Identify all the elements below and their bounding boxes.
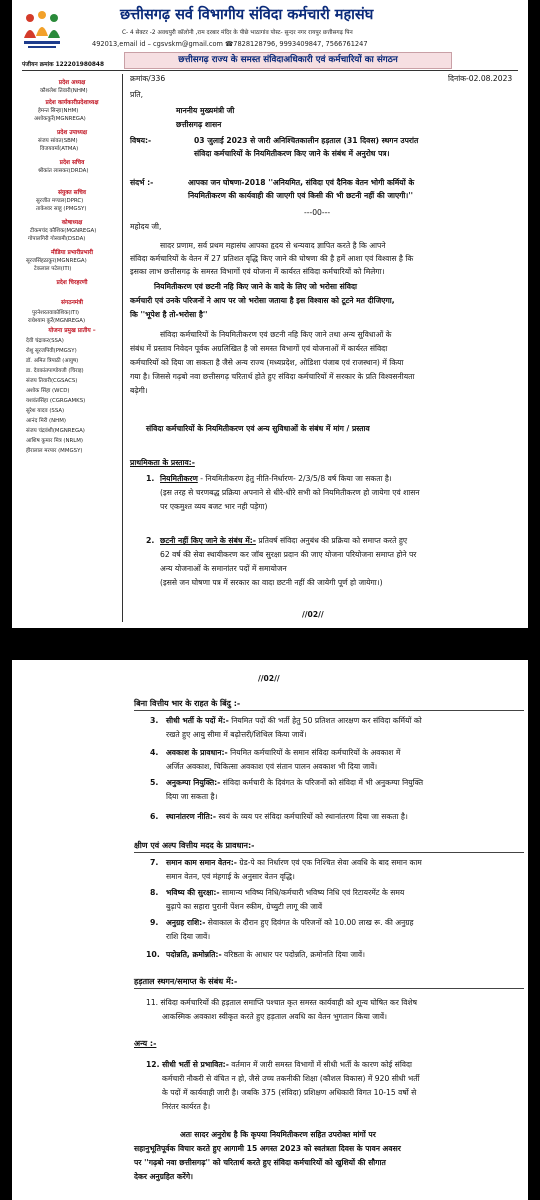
item-7-line: ग्रेड-पे का निर्धारण एवं एक निश्चित सेवा अवधि के बाद समान काम xyxy=(236,858,422,867)
item-5-label: अनुकम्पा नियुक्ति:- xyxy=(166,778,221,787)
closing-line: देकर अनुग्रहित करेंगे। xyxy=(134,1172,193,1181)
sidebar-member: पुरनेशरतवाकोशिक(ITI) xyxy=(32,310,80,316)
item-number: 2. xyxy=(146,536,155,545)
section-rule xyxy=(134,852,524,853)
sidebar-member: गोपालगिरी गोस्वामी(DSDA) xyxy=(28,236,86,242)
item-6-text xyxy=(166,812,408,822)
item-11-line: 11. संविदा कर्मचारियों की हड़ताल समाप्ति पश्चात कृत समस्त कार्यवाही को शून्य घोषित कर विशेष xyxy=(146,998,417,1007)
item-number: 9. xyxy=(150,918,159,927)
sidebar-member: आनंद मिरी (NHM) xyxy=(26,418,66,424)
item-6-line: स्वयं के व्यय पर संविदा कर्मचारियों को स्थानांतरण दिया जा सकता है। xyxy=(216,812,408,821)
recipient-prefix: प्रति, xyxy=(130,90,144,99)
demands-heading: संविदा कर्मचारियों के नियमितीकरण एवं अन्य सुविधाओं के संबंध में मांग / प्रस्ताव xyxy=(146,424,370,433)
sidebar-section-title: प्रदेश उपाध्यक्ष xyxy=(56,130,87,136)
letterhead-address: C- 4 सेक्टर -2 अवधपुरी कॉलोनी ,राम दरबार मंदिर के पीछे भाठागांव पोस्ट- सुन्दर नगर रायपुर छत्तीसगढ़ पिन xyxy=(122,30,353,36)
sidebar-section-title: संगठनमंत्री xyxy=(61,300,83,306)
sidebar-section-title: प्रदेश चिरहरणी xyxy=(56,280,88,286)
item-1-label: नियमितीकरण xyxy=(160,474,198,483)
paragraph-line: संविदा कर्मचारियों के नियमितीकरण एवं छटनी नहि किए जाने तथा अन्य सुविधाओं के xyxy=(160,330,392,339)
recipient-name: माननीय मुख्यमंत्री जी xyxy=(176,106,235,115)
item-9-line: सेवाकाल के दौरान हुए दिवंगत के परिजनों को 10.00 लाख रू. की अनुग्रह xyxy=(205,918,414,927)
paragraph-line: नियमितीकरण एवं छटनी नहि किए जाने के वादे के लिए जो भरोसा संविदा xyxy=(154,282,357,291)
paragraph-line: सादर प्रणाम, सर्व प्रथम महासंघ आपका हृदय से धन्यवाद ज्ञापित करते है कि आपने xyxy=(160,241,386,250)
item-5-text xyxy=(166,778,423,788)
item-12-label: 12. सीधी भर्ती से प्रभावित:- xyxy=(146,1060,229,1069)
reference-line: नियमितीकरण की कार्यवाही की जाएगी एवं किसी की भी छटनी नहीं की जाएगी।'' xyxy=(188,191,413,200)
section-rule xyxy=(134,710,524,711)
paragraph-line: कि ''भूपेश है तो-भरोसा है'' xyxy=(130,310,208,319)
item-3-text xyxy=(166,716,422,726)
paragraph-line: संबंध में प्रस्ताव निवेदन पूर्वक अग्रलिखित है जो समस्त विभागों एवं योजनाओं में कार्यरत संविदा xyxy=(130,344,388,353)
item-4-line: नियमित कर्मचारियों के समान संविदा कर्मचारियों के अवकाश में xyxy=(227,748,401,757)
sidebar-member: कौशलेश तिवारी(NHM) xyxy=(40,88,88,94)
closing-line: अतः सादर अनुरोध है कि कृपया नियमितीकरण सहित उपरोक्त मांगों पर xyxy=(180,1130,376,1139)
reference-line: आपका जन घोषणा-2018 ''अनियमित, संविदा एवं दैनिक वेतन भोगी कर्मियों के xyxy=(188,178,415,187)
item-number: 1. xyxy=(146,474,155,483)
page-marker: //02// xyxy=(258,674,280,683)
sidebar-member: संजय चंद्रवंशी(MGNREGA) xyxy=(26,428,85,434)
sidebar-member: सूरजसिंहठाकुर(MGNREGA) xyxy=(26,258,87,264)
item-9-text xyxy=(166,918,414,928)
sidebar-section-title: प्रदेश सचिव xyxy=(59,160,85,166)
item-11-line: आकस्मिक अवकाश स्वीकृत करते हुए हड़ताल अवधि का वेतन भुगतान किया जावें। xyxy=(162,1012,387,1021)
item-number: 6. xyxy=(150,812,159,821)
letter-page-1 xyxy=(12,0,528,628)
section-heading: क्षीण एवं अल्प वित्तीय मदद के प्रावधान:- xyxy=(134,841,255,850)
item-6-label: स्थानांतरण नीति:- xyxy=(166,812,217,821)
sidebar-member: टीकमचंद कौशिक(MGNREGA) xyxy=(30,228,97,234)
sidebar-member: यशवंतसिंहा (CGRGAMKS) xyxy=(26,398,86,404)
item-4-text xyxy=(166,748,400,758)
sidebar-member: अशोक सिंहा (WCD) xyxy=(26,388,70,394)
item-number: 5. xyxy=(150,778,159,787)
organization-logo-icon xyxy=(20,8,64,56)
sidebar-section-title: मीडिया प्रभारीप्रभारी xyxy=(51,250,93,256)
sidebar-member: विजयवर्मा(ATMA) xyxy=(40,146,79,152)
sidebar-section-title: योजना प्रमुख प्रातीय – xyxy=(48,328,96,334)
item-number: 7. xyxy=(150,858,159,867)
closing-line: पर ''गढ़बो नवा छत्तीसगढ़'' को चरितार्थ करते हुए संविदा कर्मचारियों को खुशियों की सौगात xyxy=(134,1158,386,1167)
item-8-text xyxy=(166,888,404,898)
item-3-line: रखते हुए आयु सीमा में बढ़ोत्तरी/शिथिल किया जावें। xyxy=(166,730,307,739)
sidebar-member: संजय सांवत(SBM) xyxy=(38,138,78,144)
paragraph-line: कर्मचारी एवं उनके परिजनों ने आप पर जो भरोसा जताया है इस विश्वास को टूटने मत दीजिएगा, xyxy=(130,296,395,305)
reference-label: संदर्भ :- xyxy=(130,178,154,187)
item-9-label: अनुग्रह राशि:- xyxy=(166,918,206,927)
section-rule xyxy=(134,988,524,989)
letterhead-divider xyxy=(22,70,518,71)
item-2-line: (इससे जन घोषणा पत्र में सरकार का वादा छटनी नहीं की जायेगी पूर्ण हो जायेगा।) xyxy=(160,578,383,587)
sidebar-member: हीरालाल मरपार (MMGSY) xyxy=(26,448,83,454)
priority-heading: प्राथमिकता के प्रस्ताव:- xyxy=(130,458,195,467)
paragraph-line: बढ़ेगी। xyxy=(130,386,148,395)
paragraph-line: गया है। जिससे गढ़बो नवा छत्तीसगढ़ चरितार्थ होते हुए संविदा कर्मचारियों में सरकार के प्रति विश्वसनीयता xyxy=(130,372,415,381)
item-8-label: भविष्य की सुरक्षा:- xyxy=(166,888,220,897)
item-2-text xyxy=(160,536,407,546)
item-5-line: दिया जा सकता है। xyxy=(166,792,218,801)
item-number: 8. xyxy=(150,888,159,897)
sidebar-member: डा. देवकांतपाण्डेयजी (चिराइ) xyxy=(26,368,84,374)
recipient-office: छत्तीसगढ़ शासन xyxy=(176,120,222,129)
item-12-line: के पदों में कार्यवाही जारी है। जबकि 375 (संविदा) प्रशिक्षण अधिकारी विगत 10-15 वर्षो से xyxy=(162,1088,417,1097)
item-7-text xyxy=(166,858,422,868)
item-2-line: अन्य योजनाओं के समानांतर पदों में समायोजन xyxy=(160,564,287,573)
sidebar-member: ताकेश्वर साहू (PMGSY) xyxy=(36,206,87,212)
letter-date: दिनांक-02.08.2023 xyxy=(448,74,513,83)
item-4-label: अवकाश के प्रावधान:- xyxy=(166,748,228,757)
sidebar-member: देवी चंद्राकर(SSA) xyxy=(26,338,64,344)
item-number: 10. xyxy=(146,950,160,959)
letterhead-contact: 492013,email id – cgsvskm@gmail.com ☎7828128796, 9993409847, 7566761247 xyxy=(92,40,368,48)
section-heading: बिना वित्तीय भार के राहत के बिंदु :- xyxy=(134,699,241,708)
item-number: 4. xyxy=(150,748,159,757)
sidebar-member: संजय तिवारी(CGSACS) xyxy=(26,378,78,384)
item-10-text xyxy=(166,950,365,960)
sidebar-member: अशोककुर्रे(MGNREGA) xyxy=(34,116,86,122)
closing-line: सहानुभूतिपूर्वक विचार करते हुए आगामी 15 अगस्त 2023 को स्वतंत्रता दिवस के पावन अवसर xyxy=(134,1144,401,1153)
section-heading: हड़ताल स्थगन/समाप्त के संबंध में:- xyxy=(134,977,238,986)
sidebar-member: सुरेश यादव (SSA) xyxy=(26,408,65,414)
sidebar-member: हेमन्त सिन्हा(NHM) xyxy=(38,108,79,114)
item-1-text xyxy=(160,474,392,484)
item-3-label: सीधी भर्ती के पदों में:- xyxy=(166,716,229,725)
sidebar-member: सुरजीत मण्डल(DPRC) xyxy=(36,198,84,204)
subject-line: 03 जुलाई 2023 से जारी अनिश्चितकालीन हड़ताल (31 दिवस) स्थगन उपरांत xyxy=(194,136,419,145)
section-heading: अन्य :- xyxy=(134,1039,157,1048)
subject-label: विषय:- xyxy=(130,136,152,145)
office-bearers-sidebar xyxy=(22,74,123,622)
item-2-line: 62 वर्ष की सेवा स्थायीकरण कर जॉब सुरक्षा प्रदान की जाए योजना परियोजना समाप्त होने पर xyxy=(160,550,417,559)
item-10-label: पदोन्नति, क्रमोन्नति:- xyxy=(166,950,222,959)
item-1-line: - नियमितीकरण हेतु नीति-निर्धारण- 2/3/5/8 वर्ष किया जा सकता है। xyxy=(197,474,392,483)
page-marker: //02// xyxy=(302,610,324,619)
letterhead-banner: छत्तीसगढ़ राज्य के समस्त संविदाअधिकारी एवं कर्मचारियों का संगठन xyxy=(124,52,452,69)
item-3-line: नियमित पदों की भर्ती हेतु 50 प्रतिशत आरक्षण कर संविदा कर्मियों को xyxy=(228,716,422,725)
sidebar-member: रोशु सूरजपिवी(PMGSY) xyxy=(26,348,77,354)
item-number: 3. xyxy=(150,716,159,725)
item-12-line: कर्मचारी नौकरी से वंचित न हो, जैसे उच्च तकनीकी शिक्षा (कौशल विकास) में 920 सीधी भर्ती xyxy=(162,1074,420,1083)
item-1-line: (इस तरह से चरणबद्ध प्रक्रिया अपनाने से धीरे-धीरे सभी को नियमितीकरण हो जायेगा एवं शासन xyxy=(160,488,420,497)
reference-number: क्रमांक/336 xyxy=(130,74,166,83)
item-8-line: सामान्य भविष्य निधि/कर्मचारी भविष्य निधि एवं रिटायरमेंट के समय xyxy=(219,888,405,897)
paragraph-line: इसका लाभ छत्तीसगढ़ के समस्त विभागों एवं योजना में कार्यरत संविदा कर्मचारियों को मिलेगा। xyxy=(130,267,385,276)
letterhead-title: छत्तीसगढ़ सर्व विभागीय संविदा कर्मचारी महासंघ xyxy=(120,7,374,23)
paragraph-line: संविदा कर्मचारियों के वेतन में 27 प्रतिशत वृद्धि किए जाने की घोषणा की है हमें आशा एवं विश्वास है कि xyxy=(130,254,414,263)
item-2-label: छटनी नहीं किए जाने के संबंध में:- xyxy=(160,536,256,545)
sidebar-section-title: कोषाध्यक्ष xyxy=(61,220,83,226)
sidebar-section-title: प्रदेश अध्यक्ष xyxy=(58,80,86,86)
item-7-label: समान काम समान वेतन:- xyxy=(166,858,237,867)
sidebar-section-title: प्रदेश कार्यकारीप्रदेशाध्यक्ष xyxy=(45,100,99,106)
item-9-line: राशि दिया जावें। xyxy=(166,932,211,941)
item-12-text xyxy=(146,1060,412,1070)
registration-number: पंजीयन क्रमांक 122201980848 xyxy=(22,62,104,68)
item-12-line: निरंतर कार्यरत है। xyxy=(162,1102,211,1111)
salutation: महोदय जी, xyxy=(130,222,162,231)
divider-text: ---00--- xyxy=(304,208,331,217)
sidebar-member: डॉ. अमित त्रिपाठी (आयुष) xyxy=(26,358,79,364)
sidebar-member: टेकलाल पटेल(ITI) xyxy=(34,266,72,272)
sidebar-member: श्रीकांत लासकर(DRDA) xyxy=(38,168,89,174)
item-5-line: संविदा कर्मचारी के दिवंगत के परिजनों को संविदा में भी अनुकम्पा नियुक्ति xyxy=(220,778,424,787)
item-7-line: समान वेतन, एवं मंहगाई के अनुसार वेतन वृद्धि। xyxy=(166,872,295,881)
item-2-line: प्रतिवर्ष संविदा अनुबंध की प्रक्रिया को समाप्त करते हुए xyxy=(255,536,408,545)
subject-line: संविदा कर्मचारियों के नियमितीकरण किए जाने के संबंध में अनुरोध पत्र। xyxy=(194,149,390,158)
sidebar-member: आशिष कुमार मित्र (NRLM) xyxy=(26,438,84,444)
sidebar-member: राधेश्याम कुर्रे(MGNREGA) xyxy=(28,318,86,324)
paragraph-line: कर्मचारियों को दिया जा सकता है जैसे अन्य राज्य (मध्यप्रदेश, ओडिशा पंजाब एवं राजस्थान) में किया xyxy=(130,358,404,367)
item-12-line: वर्तमान में जारी समस्त विभागों में सीधी भर्ती के कारण कोई संविदा xyxy=(228,1060,413,1069)
sidebar-section-title: संयुक्त सचिव xyxy=(57,190,87,196)
item-10-line: वरिष्ठता के आधार पर पदोन्नति, क्रमोनति दिया जावें। xyxy=(221,950,366,959)
letter-page-2 xyxy=(12,660,528,1200)
item-1-line: पर एकमुश्त व्यय बजट भार नही पड़ेगा) xyxy=(160,502,268,511)
item-4-line: अर्जित अवकाश, चिकित्सा अवकाश एवं संतान पालन अवकाश भी दिया जावें। xyxy=(166,762,378,771)
item-8-line: बुढ़ापे का सहारा पुरानी पेंशन स्कीम, ग्रेच्युटी लागू की जावें xyxy=(166,902,323,911)
